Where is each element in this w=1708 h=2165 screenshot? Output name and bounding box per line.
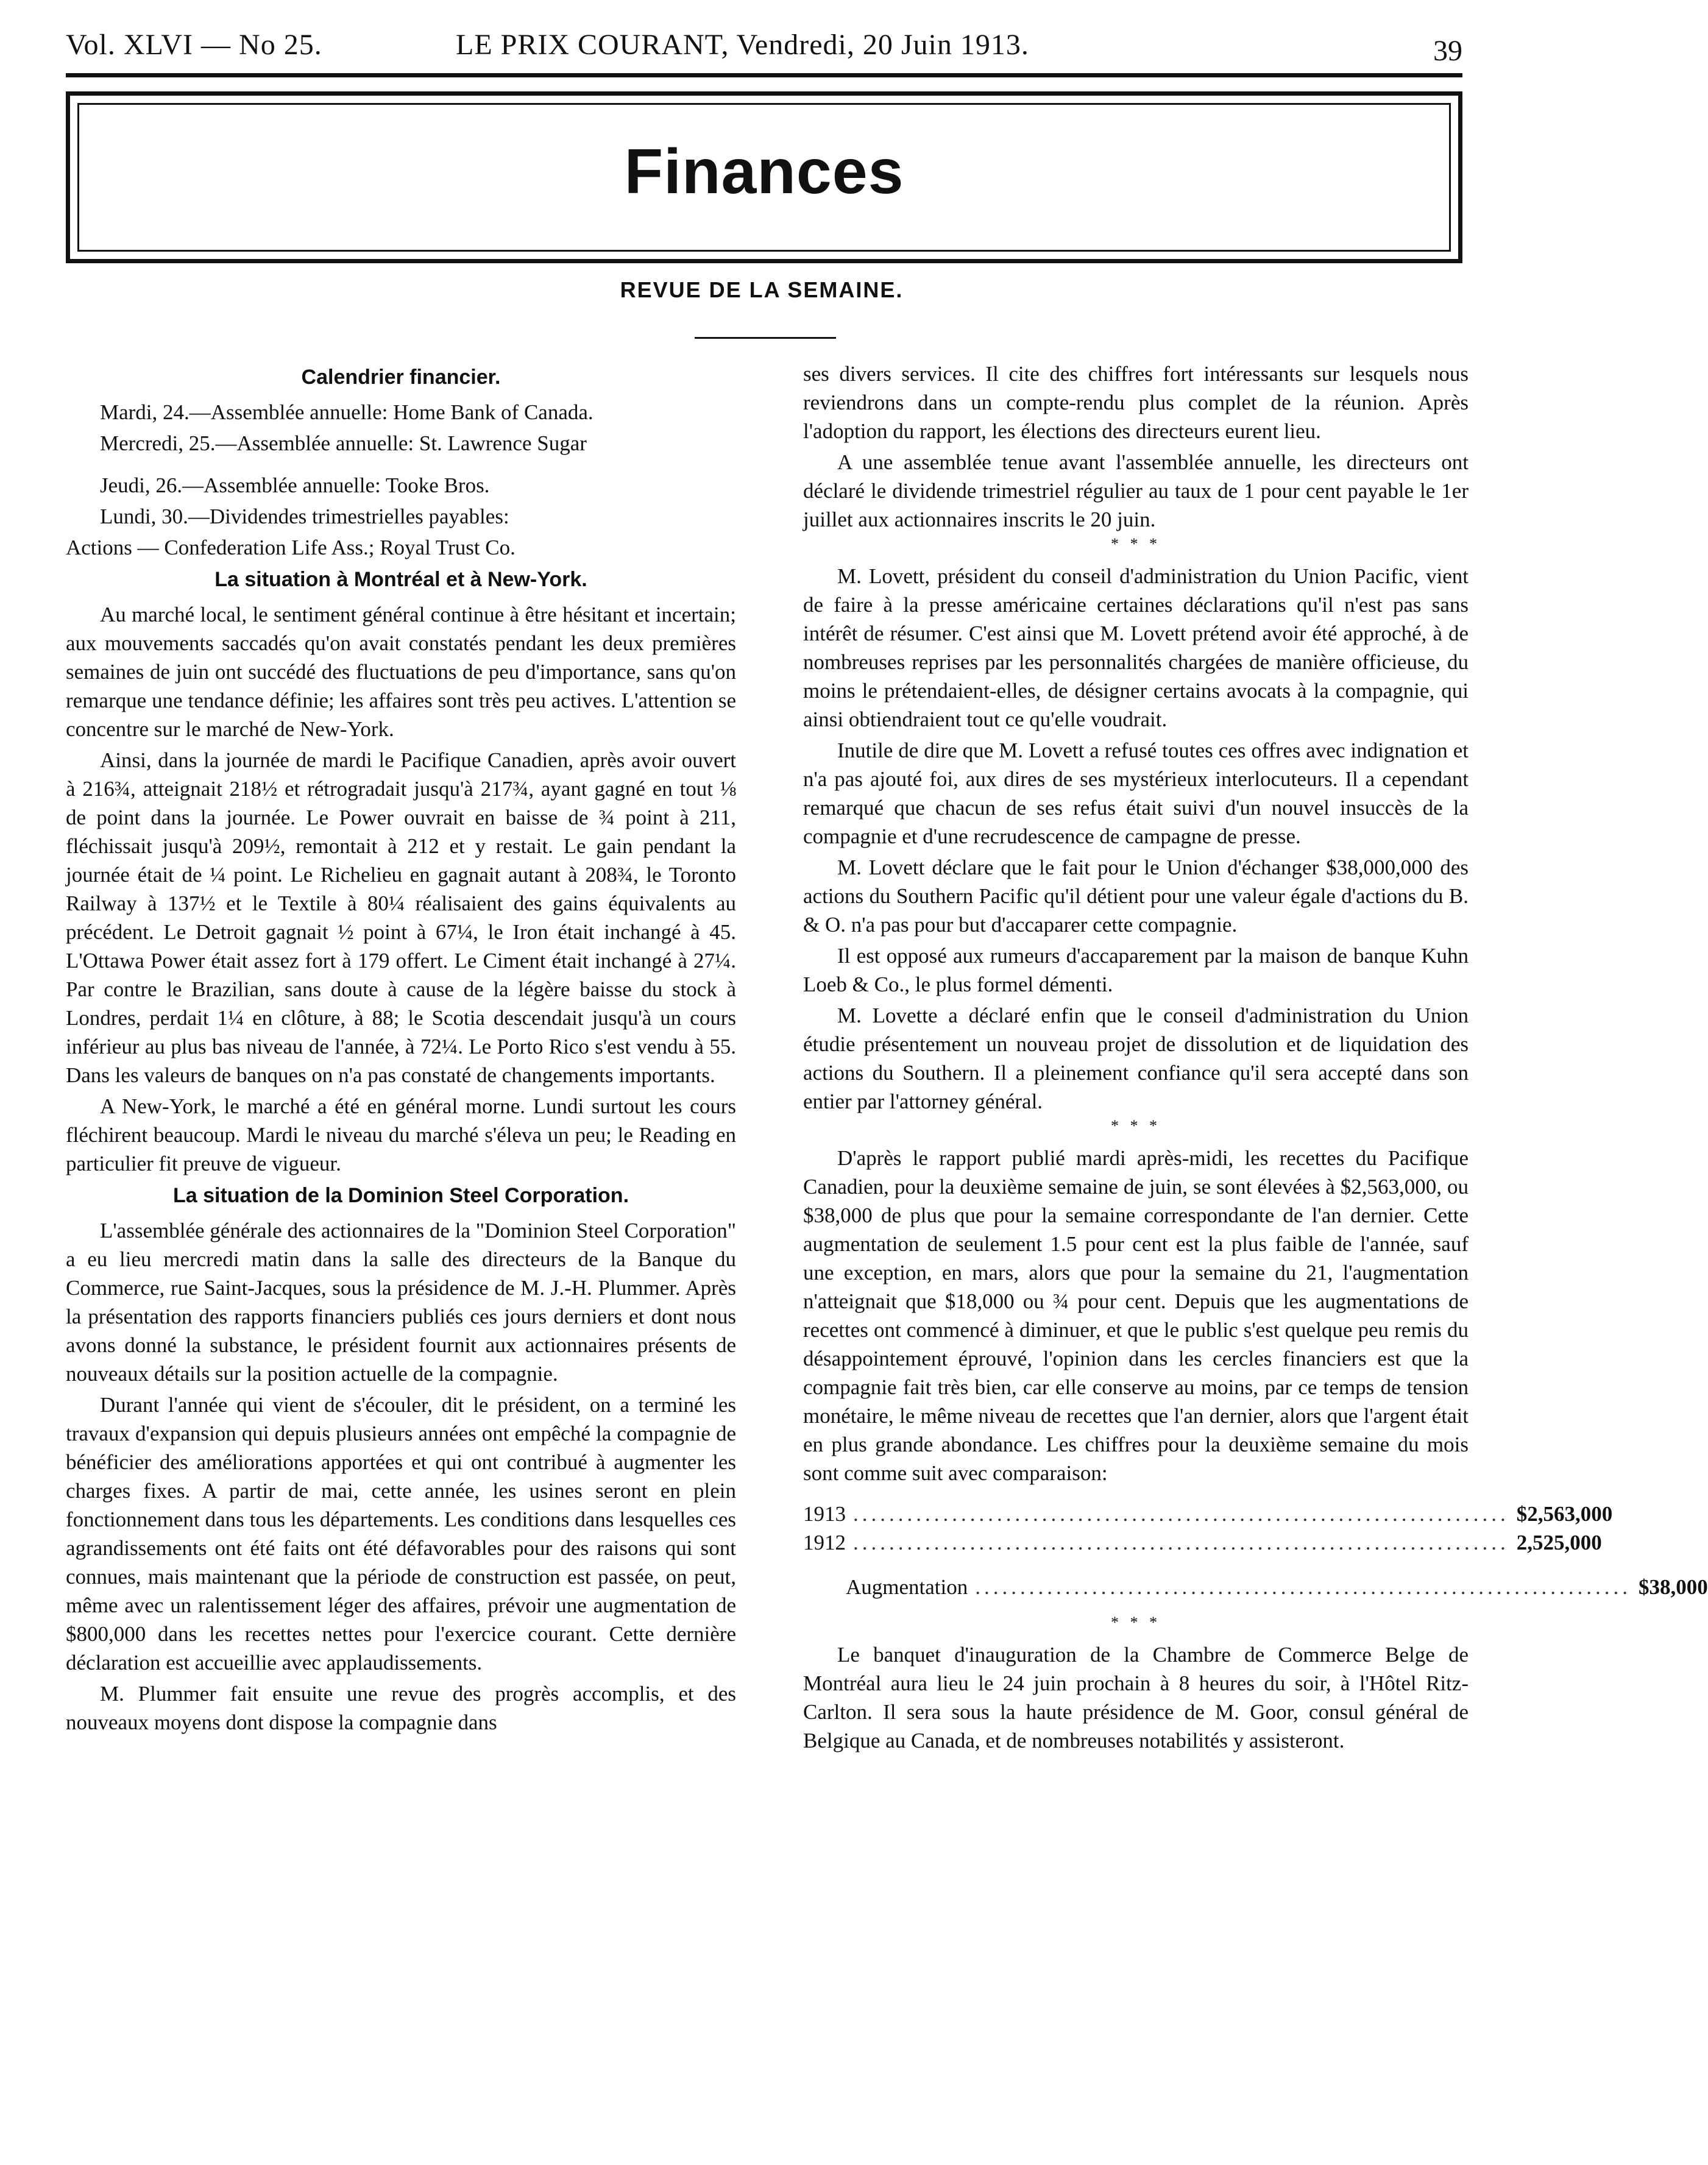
leader-dots: .........................................................................: [853, 1502, 1509, 1526]
article-paragraph: Le banquet d'inauguration de la Chambre de Commerce Belge de Montréal aura lieu le 24 juin prochain à 8 heures du soir, à l'Hôtel Ritz-Carlton. Il sera sous la haute présidence de M. Goor, consul général de Belgique au Canada, et de nombreuses notabilités y assisteront.: [803, 1643, 1469, 1752]
article-paragraph: Inutile de dire que M. Lovett a refusé toutes ces offres avec indignation et n'a pas ajouté foi, aux dires de ses mystérieux interlocuteurs. Il a cependant remarqué que chacun de ses refus était suivi d'un nouvel insuccès de la compagnie et d'une recrudescence de campagne de presse.: [803, 739, 1469, 848]
section-separator-stars: * * *: [1111, 1614, 1161, 1631]
calendar-entry: Mardi, 24.—Assemblée annuelle: Home Bank of Canada.: [100, 400, 594, 424]
leader-dots: .........................................................................: [853, 1531, 1509, 1554]
article-paragraph: M. Plummer fait ensuite une revue des progrès accomplis, et des nouveaux moyens dont dispose la compagnie dans: [66, 1682, 736, 1734]
calendar-heading: Calendrier financier.: [301, 366, 501, 389]
total-amount: $38,000: [1639, 1575, 1708, 1599]
article-paragraph: Ainsi, dans la journée de mardi le Pacifique Canadien, après avoir ouvert à 216¾, atteignait 218½ et rétrogradait jusqu'à 217¾, ayant gagné en tout ⅛ de point dans la journée. Le Power ouvrait en baisse de ¾ point à 211, fléchissait jusqu'à 209½, remontait à 212 et y restait. Le gain pendant la journée était de ¼ point. Le Richelieu en gagnait autant à 208¾, le Toronto Railway à 137½ et le Textile à 80¼ réalisaient des gains équivalents au précédent. Le Detroit gagnait ½ point à 67¼, le Iron était inchangé à 45. L'Ottawa Power était assez fort à 179 offert. Le Ciment était inchangé à 27¼. Par contre le Brazilian, sans doute à cause de la légère baisse du stock à Londres, perdait 1¼ en clôture, à 88; le Scotia descendait jusqu'à un cours inférieur au plus bas niveau de l'année, à 72¼. Le Porto Rico s'est vendu à 55. Dans les valeurs de banques on n'a pas constaté de changements importants.: [66, 748, 736, 1087]
divider-rule: [695, 337, 836, 339]
calendar-entry: Jeudi, 26.—Assemblée annuelle: Tooke Bros.: [100, 473, 490, 497]
article-paragraph: A une assemblée tenue avant l'assemblée annuelle, les directeurs ont déclaré le dividende trimestriel régulier au taux de 1 pour cent payable le 1er juillet aux actionnaires inscrits le 20 juin.: [803, 450, 1469, 531]
article-paragraph: M. Lovette a déclaré enfin que le conseil d'administration du Union étudie présentement un nouveau projet de dissolution et de liquidation des actions du Southern. Il a pleinement confiance qu'il sera accepté dans son entier par l'attorney général.: [803, 1004, 1469, 1113]
article-paragraph: Durant l'année qui vient de s'écouler, dit le président, on a terminé les travaux d'expansion qui depuis plusieurs années ont empêché la compagnie de bénéficier des améliorations apportées et qui ont contribué à augmenter les charges fixes. A partir de mai, cette année, les usines seront en plein fonctionnement dans tous les départements. Les conditions dans lesquelles ces agrandissements ont été faits ont été défavorables pour des raisons qui sont connues, mais maintenant que la période de construction est passée, on peut, même avec un ralentissement léger des affaires, prévoir une augmentation de $800,000 dans les recettes nettes pour l'exercice courant. Cette dernière déclaration est accueillie avec applaudissements.: [66, 1393, 736, 1674]
article-paragraph: L'assemblée générale des actionnaires de la "Dominion Steel Corporation" a eu lieu mercredi matin dans la salle des directeurs de la Banque du Commerce, rue Saint-Jacques, sous la présidence de M. J.-H. Plummer. Après la présentation des rapports financiers publiés ces jours derniers et dont nous avons donné la substance, le président fournit aux actionnaires présents de nouveaux détails sur la position actuelle de la compagnie.: [66, 1219, 736, 1386]
article-paragraph: ses divers services. Il cite des chiffres fort intéressants sur lesquels nous reviendrons dans un compte-rendu plus complet de la réunion. Après l'adoption du rapport, les élections des directeurs eurent lieu.: [803, 362, 1469, 443]
year-label: 1913: [803, 1502, 846, 1526]
left-column: [66, 360, 736, 1739]
calendar-entry: Mercredi, 25.—Assemblée annuelle: St. Lawrence Sugar: [100, 431, 587, 455]
total-label: Augmentation: [846, 1575, 968, 1599]
amount-value: $2,563,000: [1516, 1502, 1613, 1526]
section-banner: [66, 91, 1462, 263]
table-row: [803, 1500, 1613, 1528]
volume-number: Vol. XLVI — No 25.: [66, 29, 322, 61]
journal-title-date: LE PRIX COURANT, Vendredi, 20 Juin 1913.: [456, 29, 1029, 61]
right-column: [803, 360, 1708, 1757]
receipts-table: [803, 1500, 1708, 1601]
article-paragraph: A New-York, le marché a été en général morne. Lundi surtout les cours fléchirent beaucoup. Mardi le niveau du marché s'éleva un peu; le Reading en particulier fit preuve de vigueur.: [66, 1094, 736, 1175]
article-paragraph: Il est opposé aux rumeurs d'accaparement par la maison de banque Kuhn Loeb & Co., le plus formel démenti.: [803, 944, 1469, 996]
dominion-steel-heading: La situation de la Dominion Steel Corporation.: [172, 1184, 629, 1207]
amount-value: 2,525,000: [1516, 1531, 1602, 1554]
article-paragraph: M. Lovett, président du conseil d'administration du Union Pacific, vient de faire à la presse américaine certaines déclarations qu'il n'est pas sans intérêt de résumer. C'est ainsi que M. Lovett prétend avoir été approché, à de nombreuses reprises par les personnalités chargées de manière officieuse, du moins le prétendaient-elles, de désigner certains avocats à la compagnie, qui ainsi obtiendraient tout ce qu'elle voudrait.: [803, 564, 1469, 731]
calendar-entry: Lundi, 30.—Dividendes trimestrielles payables:: [100, 505, 509, 528]
section-separator-stars: * * *: [1111, 535, 1161, 553]
table-total-row: [846, 1573, 1708, 1601]
calendar-entry: Actions — Confederation Life Ass.; Royal Trust Co.: [66, 536, 516, 559]
section-subheading: REVUE DE LA SEMAINE.: [620, 277, 904, 302]
running-header: [66, 17, 1462, 77]
table-row: [803, 1528, 1602, 1557]
leader-dots: .........................................................................: [975, 1575, 1631, 1599]
article-paragraph: D'après le rapport publié mardi après-midi, les recettes du Pacifique Canadien, pour la deuxième semaine de juin, se sont élevées à $2,563,000, ou $38,000 de plus que pour la semaine correspondante de l'an dernier. Cette augmentation de seulement 1.5 pour cent est la plus faible de l'année, sauf une exception, en mars, alors que pour la semaine du 21, l'augmentation n'atteignait que $18,000 ou ¾ pour cent. Depuis que les augmentations de recettes ont commencé à diminuer, et que le public s'est quelque peu remis du désappointement éprouvé, l'opinion dans les cercles financiers est que la compagnie fait très bien, car elle conserve au moins, par ce temps de tension monétaire, le même niveau de recettes que l'an dernier, alors que l'argent était en plus grande abondance. Les chiffres pour la deuxième semaine du mois sont comme suit avec comparaison:: [803, 1146, 1469, 1485]
page-number: 39: [1433, 35, 1462, 67]
section-title: Finances: [624, 136, 904, 207]
year-label: 1912: [803, 1531, 846, 1554]
article-paragraph: Au marché local, le sentiment général continue à être hésitant et incertain; aux mouvements saccadés qu'on avait constatés pendant les deux premières semaines de juin ont succédé des fluctuations de peu d'importance, sans qu'on remarque une tendance définie; les affaires sont très peu actives. L'attention se concentre sur le marché de New-York.: [66, 603, 736, 741]
section-separator-stars: * * *: [1111, 1117, 1161, 1135]
article-paragraph: M. Lovett déclare que le fait pour le Union d'échanger $38,000,000 des actions du Southern Pacific qu'il détient pour une valeur égale d'actions du B. & O. n'a pas pour but d'accaparer cette compagnie.: [803, 856, 1469, 937]
montreal-newyork-heading: La situation à Montréal et à New-York.: [214, 568, 587, 591]
